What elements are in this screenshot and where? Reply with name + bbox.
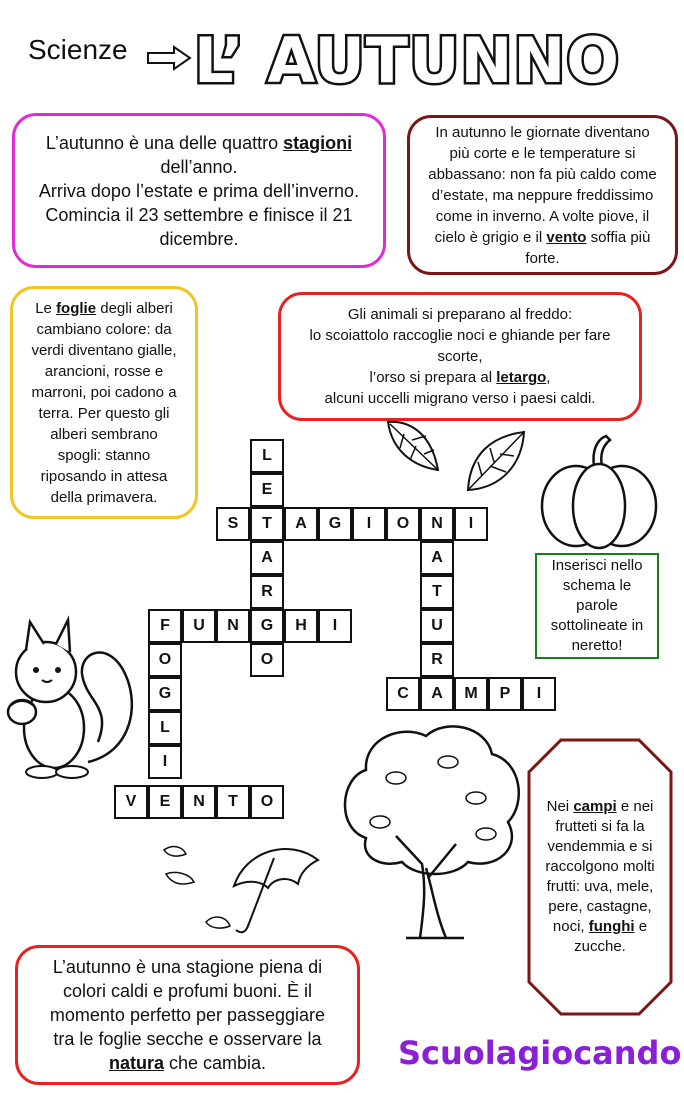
- brand-logo: Scuolagiocando: [398, 1034, 682, 1072]
- umbrella-icon: [160, 830, 330, 940]
- crossword-cell[interactable]: O: [250, 643, 284, 677]
- crossword-cell[interactable]: I: [454, 507, 488, 541]
- crossword-cell[interactable]: A: [420, 541, 454, 575]
- squirrel-icon: [2, 612, 142, 780]
- crossword-cell[interactable]: O: [250, 785, 284, 819]
- page-title: [190, 8, 660, 98]
- crossword-cell[interactable]: G: [318, 507, 352, 541]
- tree-icon: [336, 718, 530, 942]
- keyword-natura: natura: [108, 1053, 164, 1073]
- crossword-cell[interactable]: I: [148, 745, 182, 779]
- animals-box: Gli animali si preparano al freddo: lo scoiattolo raccoglie noci e ghiande per fare scorte, l’orso si prepara al letargo, alcuni uccelli migrano verso i paesi caldi.: [278, 292, 642, 421]
- crossword-cell[interactable]: S: [216, 507, 250, 541]
- crossword-cell[interactable]: I: [522, 677, 556, 711]
- crossword-cell[interactable]: C: [386, 677, 420, 711]
- crossword-cell[interactable]: G: [250, 609, 284, 643]
- crossword-cell[interactable]: R: [250, 575, 284, 609]
- crossword-cell[interactable]: A: [420, 677, 454, 711]
- crossword-cell[interactable]: T: [216, 785, 250, 819]
- crossword-cell[interactable]: L: [250, 439, 284, 473]
- harvest-box: Nei campi e nei frutteti si fa la vendemmia e si raccolgono molti frutti: uva, mele, pere, castagne, noci, funghi e zucche.: [545, 798, 655, 955]
- arrow-right-icon: [146, 45, 192, 71]
- instructions-box: Inserisci nello schema le parole sottolineate in neretto!: [535, 553, 659, 659]
- crossword-cell[interactable]: O: [148, 643, 182, 677]
- subject-label: Scienze: [28, 34, 128, 65]
- leaf-icon: [462, 428, 530, 498]
- keyword-stagioni: stagioni: [283, 132, 353, 153]
- nature-box: L’autunno è una stagione piena di colori caldi e profumi buoni. È il momento perfetto per passeggiare tra le foglie secche e osservare la natura che cambia.: [15, 945, 360, 1085]
- crossword-cell[interactable]: N: [420, 507, 454, 541]
- keyword-letargo: letargo: [496, 369, 547, 386]
- crossword-cell[interactable]: F: [148, 609, 182, 643]
- keyword-foglie: foglie: [56, 299, 97, 317]
- crossword-cell[interactable]: H: [284, 609, 318, 643]
- crossword-cell[interactable]: O: [386, 507, 420, 541]
- crossword-cell[interactable]: N: [216, 609, 250, 643]
- keyword-funghi: funghi: [588, 918, 635, 935]
- crossword-cell[interactable]: I: [352, 507, 386, 541]
- weather-box: In autunno le giornate diventano più corte e le temperature si abbassano: non fa più caldo come d’estate, ma neppure freddissimo come in inverno. A volte piove, il cielo è grigio e il vento soffia più forte.: [407, 115, 678, 275]
- crossword-cell[interactable]: T: [250, 507, 284, 541]
- leaf-icon: [382, 416, 446, 480]
- keyword-vento: vento: [546, 228, 587, 246]
- leaves-box: Le foglie degli alberi cambiano colore: da verdi diventano gialle, arancioni, rosse e marroni, poi cadono a terra. Per questo gli alberi sembrano spogli: stanno riposando in attesa della primavera.: [10, 286, 198, 519]
- crossword-cell[interactable]: M: [454, 677, 488, 711]
- crossword-cell[interactable]: T: [420, 575, 454, 609]
- crossword-cell[interactable]: N: [182, 785, 216, 819]
- crossword-cell[interactable]: U: [182, 609, 216, 643]
- crossword-cell[interactable]: I: [318, 609, 352, 643]
- crossword-cell[interactable]: A: [250, 541, 284, 575]
- crossword-cell[interactable]: E: [250, 473, 284, 507]
- crossword-cell[interactable]: V: [114, 785, 148, 819]
- crossword-cell[interactable]: E: [148, 785, 182, 819]
- crossword-cell[interactable]: U: [420, 609, 454, 643]
- pumpkin-icon: [536, 432, 662, 550]
- crossword-cell[interactable]: R: [420, 643, 454, 677]
- crossword-cell[interactable]: G: [148, 677, 182, 711]
- crossword-cell[interactable]: L: [148, 711, 182, 745]
- crossword-cell[interactable]: A: [284, 507, 318, 541]
- svg-text:L’ AUTUNNO: L’ AUTUNNO: [194, 24, 620, 97]
- crossword-cell[interactable]: P: [488, 677, 522, 711]
- keyword-campi: campi: [573, 798, 617, 815]
- intro-box: L’autunno è una delle quattro stagioni dell’anno. Arriva dopo l’estate e prima dell’inverno. Comincia il 23 settembre e finisce il 21 dicembre.: [12, 113, 386, 268]
